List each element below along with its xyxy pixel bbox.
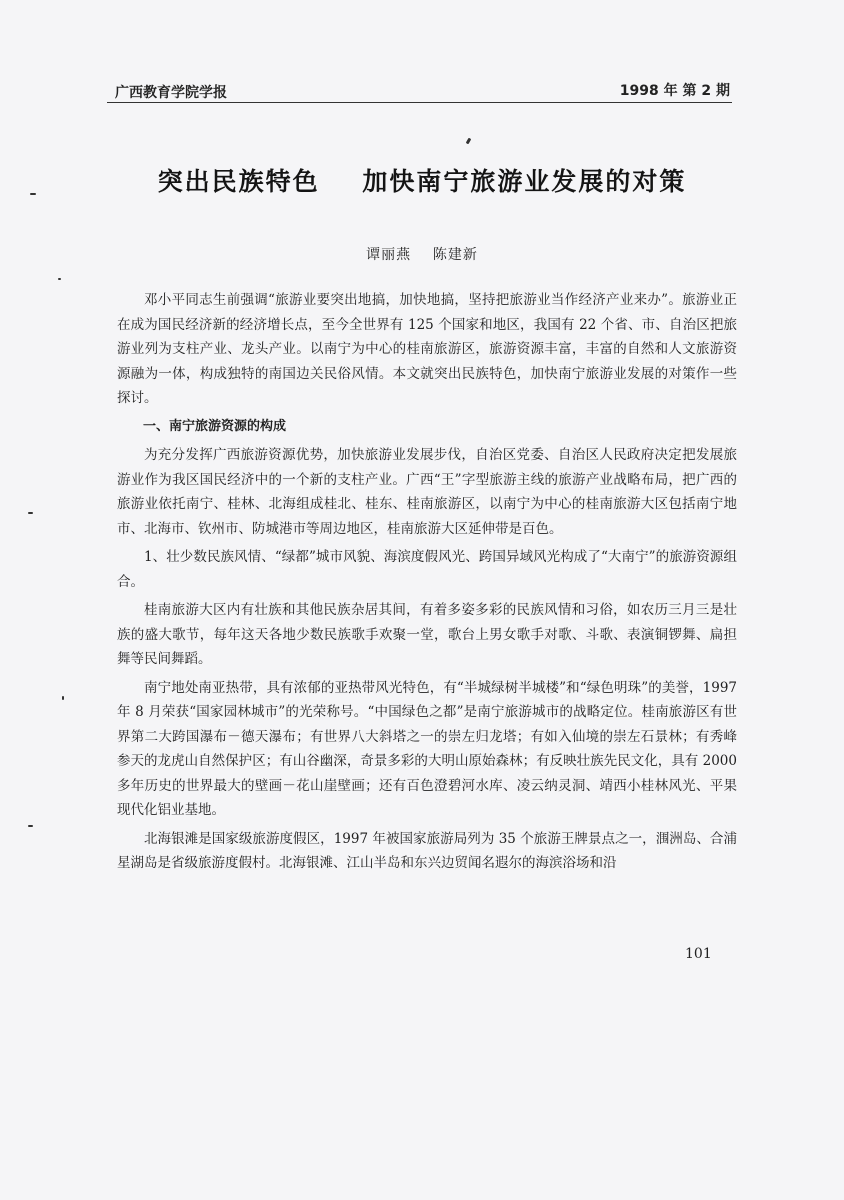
scan-mark [62,696,64,700]
body-paragraph: 邓小平同志生前强调“旅游业要突出地搞，加快地搞，坚持把旅游业当作经济产业来办”。旅游业正在成为国民经济新的经济增长点，至今全世界有 125 个国家和地区，我国有 22 个省、市、自治区把旅游业列为支柱产业、龙头产业。以南宁为中心的桂南旅游区，旅游资源丰富，丰富的自然和人文旅游资源融为一体，构成独特的南国边关民俗风情。本文就突出民族特色，加快南宁旅游业发展的对策作一些探讨。 [117,292,737,406]
scan-mark [58,278,61,280]
scan-mark [466,138,472,145]
page-number: 101 [685,946,712,962]
article-title: 突出民族特色 加快南宁旅游业发展的对策 [157,167,687,196]
article-body [117,288,737,880]
issue-info: 1998 年 第 2 期 [619,83,730,99]
scan-mark [30,193,36,195]
section-heading: 一、南宁旅游资源的构成 [143,418,287,434]
running-header [107,80,732,104]
body-paragraph: 南宁地处南亚热带，具有浓郁的亚热带风光特色，有“半城绿树半城楼”和“绿色明珠”的美誉，1997 年 8 月荣获“国家园林城市”的光荣称号。“中国绿色之都”是南宁旅游城市的战略定位。桂南旅游区有世界第二大跨国瀑布－德天瀑布；有世界八大斜塔之一的崇左归龙塔；有如入仙境的崇左石景林；有秀峰参天的龙虎山自然保护区；有山谷幽深，奇景多彩的大明山原始森林；有反映壮族先民文化，具有 2000 多年历史的世界最大的壁画－花山崖壁画；还有百色澄碧河水库、凌云纳灵洞、靖西小桂林风光、平果现代化铝业基地。 [117,679,737,818]
journal-name: 广西教育学院学报 [115,85,227,101]
article-authors: 谭丽燕 陈建新 [366,247,478,263]
body-paragraph: 北海银滩是国家级旅游度假区，1997 年被国家旅游局列为 35 个旅游王牌景点之一，涠洲岛、合浦星湖岛是省级旅游度假村。北海银滩、江山半岛和东兴边贸闻名遐尔的海滨浴场和沿 [117,830,737,871]
scan-mark [28,825,33,827]
body-paragraph: 1、壮少数民族风情、“绿都”城市风貌、海滨度假风光、跨国异域风光构成了“大南宁”的旅游资源组合。 [117,549,737,590]
scan-mark [28,512,33,514]
body-paragraph: 为充分发挥广西旅游资源优势，加快旅游业发展步伐，自治区党委、自治区人民政府决定把发展旅游业作为我区国民经济中的一个新的支柱产业。广西“王”字型旅游主线的旅游产业战略布局，把广西的旅游业依托南宁、桂林、北海组成桂北、桂东、桂南旅游区，以南宁为中心的桂南旅游大区包括南宁地市、北海市、钦州市、防城港市等周边地区，桂南旅游大区延伸带是百色。 [117,447,737,537]
header-rule [107,102,732,103]
body-paragraph: 桂南旅游大区内有壮族和其他民族杂居其间，有着多姿多彩的民族风情和习俗，如农历三月三是壮族的盛大歌节，每年这天各地少数民族歌手欢聚一堂，歌台上男女歌手对歌、斗歌、表演铜锣舞、扁担舞等民间舞蹈。 [117,602,737,667]
